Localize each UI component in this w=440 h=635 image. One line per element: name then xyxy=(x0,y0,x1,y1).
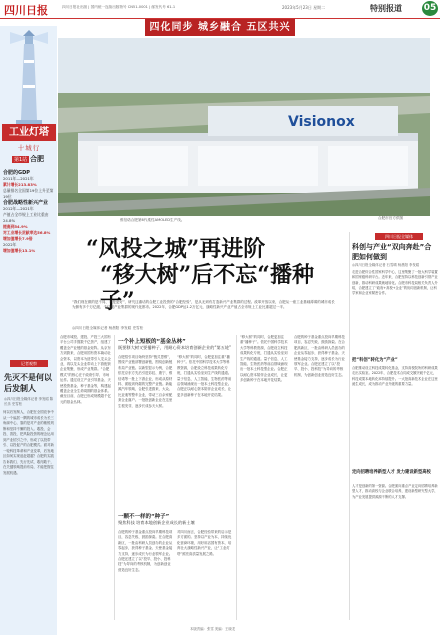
body-column-1: 合肥市城投、建投、产投三大国有平台公司手握数千亿资产，组建了覆盖全产业链的基金矩阵。从京东方到蔚来，合肥用国有资本撬动社会资本，以资本为纽带引入龙头企业，再以龙头企业带动上下游配套企业集聚，形成产业集群。“合肥模式”的核心在于政府引导、市场运作。通过设立产业引导基金、天使投资基金、种子基金等，构建起覆盖企业全生命周期的基金体系。截至目前，合肥已形成规模超千亿元的基金丛林。 xyxy=(60,335,111,404)
comment-byline: ◎四川日报全媒体记者 李发昭 陈长乐 史雪松 xyxy=(4,397,54,406)
sidebar-subhead-2: 定向招聘培养新型人才 发力建设新型高校 xyxy=(352,470,431,475)
sidebar-subhead-1: 把“科创”转化为“产业” xyxy=(352,358,398,363)
stat-line: 累计增长213.83% xyxy=(3,182,37,187)
factory-sign: Visionox xyxy=(288,114,355,130)
main-byline: ◎四川日报全媒体记者 杨晨阳 李发昭 史雪松 xyxy=(72,326,144,330)
sidebar-body-1: 走进合肥综合性国家科学中心，这里集聚了一批大科学装置和国家级科研平台。近年来，合肥坚持以科技创新引领产业创新，推动科研成果就地转化。合肥市科技局相关负责人介绍，合肥建立了“政府+高校+企业”的协同创新机制，让科学家和企业家紧密合作。 xyxy=(352,270,438,296)
page-number: 05 xyxy=(422,1,438,16)
photo-caption: 维信诺合肥第6代柔性AMOLED生产线。 xyxy=(120,218,185,222)
stat-title: 合肥战略性新兴产业 xyxy=(3,200,49,206)
body-column-4: 合肥的种子基金重点投向早期科技项目，容忍失败、鼓励探索。在合肥高新区，一批由科研人员创办的企业从零起步，获得种子基金、天使基金接力支持，逐步成长为行业领军企业。合肥还建立了以“投早、投小、投科技”为导向的考核机制，为创新创业营造良好生态。 xyxy=(118,530,173,572)
comment-headline: 先灭不是何以后发制人 xyxy=(4,372,52,393)
topic-banner: 四化同步 城乡融合 五区共兴 xyxy=(145,19,295,36)
body-column-6: “移大树”的同时，合肥更加注重“播种子”。依托中国科学技术大学等科教资源，合肥设立科技成果转化专班，打通从实验室到生产线的通道。量子信息、人工智能、生物医药等前沿领域涌现出一批本土科技型企业。合肥正以耐心资本陪伴企业成长，让更多创新种子在本地开花结果。 xyxy=(240,335,288,383)
sidebar-divider xyxy=(349,232,350,620)
newspaper-logo: 四川日报 xyxy=(4,4,48,17)
industry-stat-box xyxy=(3,200,55,254)
section-subhead-2-deck: 聚焦科技 培育本地创新企业成长的新土壤 xyxy=(118,520,195,525)
body-column-2: 合肥招引项目始终坚持“链式思维”，围绕产业链部署创新链，围绕创新链布局产业链。以新型显示为例，合肥依托京东方先后引进彩虹、康宁、维信诺等一批上下游企业，形成从原材料、面板到终端的完整产业链。新能源汽车领域，合肥引进蔚来、大众、比亚迪等整车企业，带动三百余家配套企业落户。一批批创新企业在这里生根发芽，逐步长成参天大树。 xyxy=(118,355,173,408)
photo-credit: 合肥市官方供图 xyxy=(378,216,404,220)
reporter-observation-tag: 记者观察 xyxy=(10,360,48,367)
sidebar-body-2: 合肥推动设立科技成果转化基金，支持高校院所的科研成果走出实验室。2022年，合肥技术合同成交额突破千亿元，科技成果本地转化率持续提升。一大批高新技术企业在这里诞生成长，成为推动产业升级的重要力量。 xyxy=(352,366,438,386)
publication-meta: 四川日报社出版 | 国内统一连续出版物号 CN51-0001 | 邮发代号 61-1 xyxy=(62,5,176,9)
column-divider xyxy=(114,335,115,620)
gdp-stat-box xyxy=(3,170,55,200)
sidebar-headline: 科创与产业“双向奔赴”合肥如何做到 xyxy=(352,243,432,261)
stat-line: 2011年—2021年 xyxy=(3,176,34,181)
sidebar-byline: ◎四川日报全媒体记者 石雪晴 杨晨阳 李发昭 xyxy=(352,263,420,267)
stat-line: 2022年 xyxy=(3,242,17,247)
sidebar-body-3: 人才是创新的第一资源。合肥面向重点产业定向招聘培养新型人才，推动高校与企业联合培养，建设新型研究型大学，为产业发展提供源源不断的人才支撑。 xyxy=(352,484,438,499)
stat-line: 提高到54.9% xyxy=(3,224,28,229)
headline-line-2: “移大树”后不忘“播种子” xyxy=(100,262,314,314)
factory-aerial-photo xyxy=(58,38,430,216)
city-name: 合肥 xyxy=(30,155,44,163)
headline-line-1: “风投之城”再进阶 xyxy=(86,236,266,262)
sidebar-tag: 四川日报全媒体 xyxy=(375,233,423,240)
body-column-5: 对四川而言，合肥经验带来的启示是多方面的。坚持以产业为本，持续优化营商环境，用好用活国有资本，培育壮大战略性新兴产业，让“工业灯塔”照亮高质量发展之路。 xyxy=(177,530,232,556)
column-divider xyxy=(236,335,237,620)
comment-body: 何以后发制人，合肥在全国竞争中从一个偏居一隅的城市成长为长三角副中心，靠的是对产业的敏锐判断和坚持不懈的投入。敢投、会投、善投，把风险投资的理念运用到产业招引之中，形成了以投带引、以投促产的合肥模式。面对新一轮科技革命和产业变革，后发地区如何实现追赶超越？合肥的实践告诉我们，先行先试、敢闯敢干，在关键领域提前布局，才能把握住发展机遇。 xyxy=(3,410,54,475)
section-subhead-1-deck: 既要移大树又要播种子，用耐心资本培育创新企业的“第五轮” xyxy=(118,345,232,350)
stat-title: 合肥的GDP xyxy=(3,170,30,176)
body-column-7: 合肥的种子基金重点投向早期科技项目，容忍失败、鼓励探索。在合肥高新区，一批由科研人员创办的企业从零起步，获得种子基金、天使基金接力支持，逐步成长为行业领军企业。合肥还建立了以“投早、投小、投科技”为导向的考核机制，为创新创业营造良好生态。 xyxy=(294,335,345,377)
stat-line: 增加值增长7.9倍 xyxy=(3,236,33,241)
section-subhead-1: 一个补上短板的“基金丛林” xyxy=(118,339,186,345)
city-stop-tag: 第1站 xyxy=(14,157,28,163)
column-title: 工业灯塔 xyxy=(2,124,56,141)
section-name: 特别报道 xyxy=(370,4,402,13)
stat-line: 产值占全市规上工业比重由24.8% xyxy=(3,212,49,223)
lead-paragraph: “我们现在做的是不同、不是更好”，研究这番话的合肥工业投资的“合肥经验”，是从无到有打造新兴产业集群的过程。改革开放以来，合肥从一座工业基础薄弱的城市成长为拥有多个万亿级、千亿级产业集群的现代化都市。2022年，合肥GDP达1.2万亿元，战略性新兴产业产值占全市规上工业比重超过一半。 xyxy=(72,300,335,310)
stat-line: 2012年—2021年 xyxy=(3,206,34,211)
stat-line: 总量排名全国第19位上升至第19位 xyxy=(3,188,54,199)
stat-line: 对工业增长贡献率达56.8% xyxy=(3,230,51,235)
body-column-3: “移大树”的同时，合肥更加注重“播种子”。依托中国科学技术大学等科教资源，合肥设立科技成果转化专班，打通从实验室到生产线的通道。量子信息、人工智能、生物医药等前沿领域涌现出一批本土科技型企业。合肥正以耐心资本陪伴企业成长，让更多创新种子在本地开花结果。 xyxy=(177,355,232,397)
column-subtitle: 十城行 xyxy=(17,144,41,152)
issue-date: 2023年5月23日 星期二 xyxy=(282,5,326,10)
section-subhead-2: 一颗不一样的“种子” xyxy=(118,514,170,520)
stat-line: 增加值增长13.1% xyxy=(3,248,36,253)
page-footer: 本版责编：张雪 美编：王晓龙 xyxy=(190,627,236,631)
